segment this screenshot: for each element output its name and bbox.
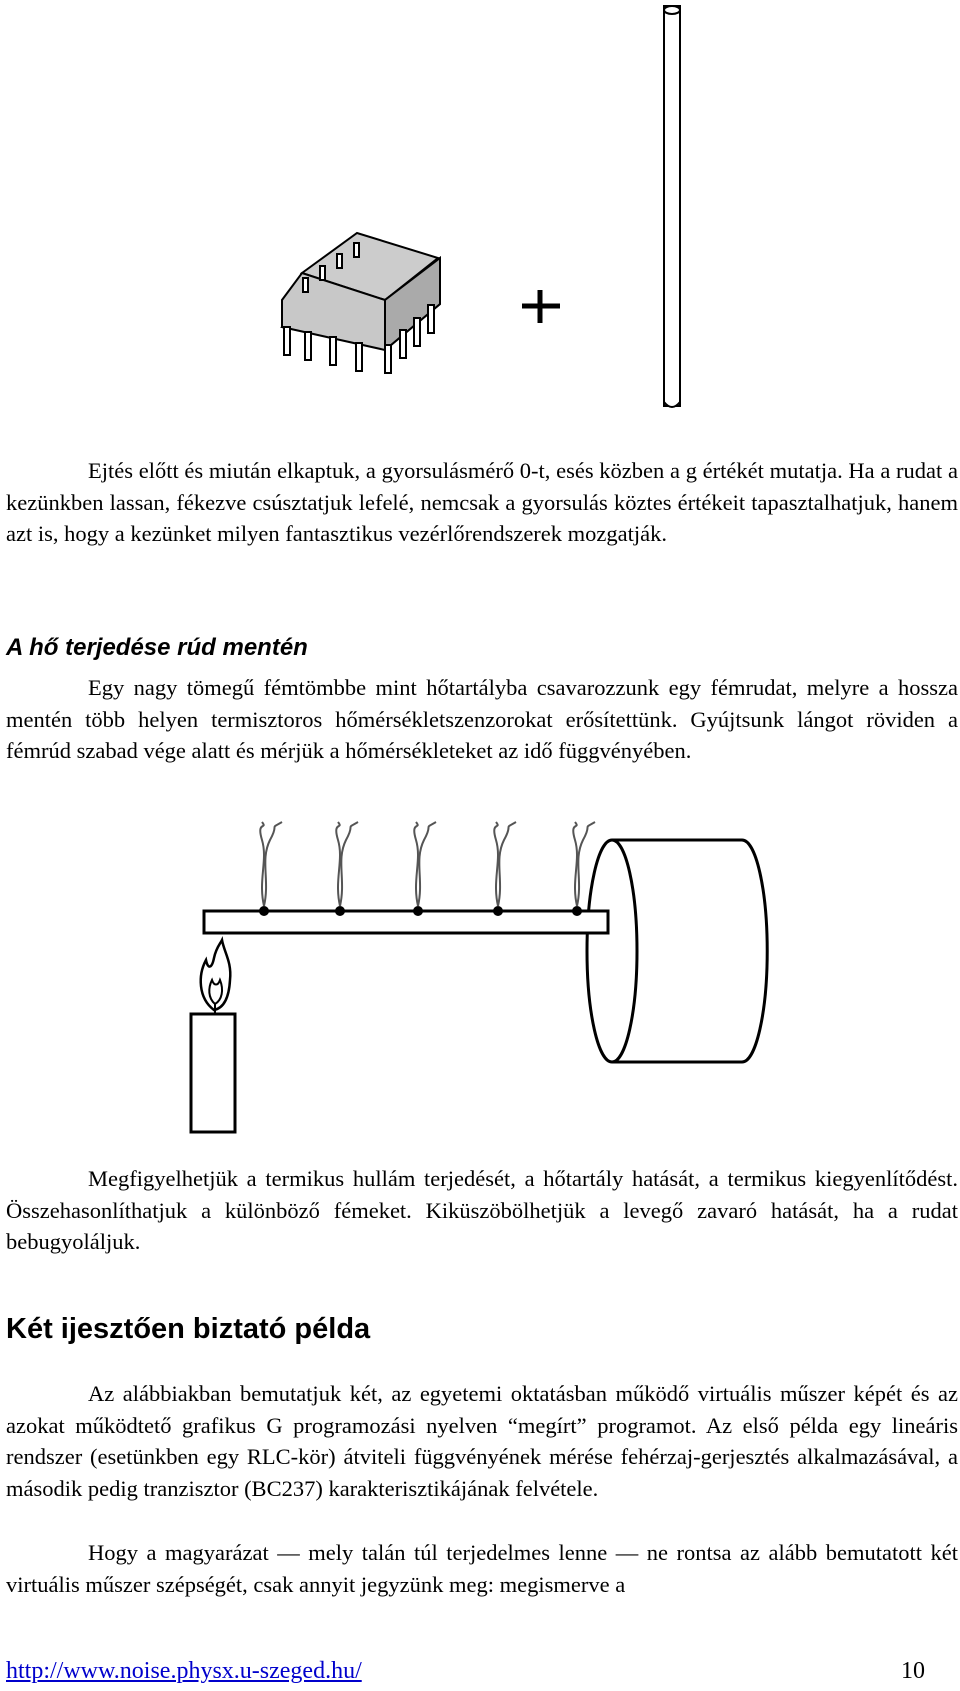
paragraph-examples-intro: Az alábbiakban bemutatjuk két, az egyetemi oktatásban működő virtuális műszer képét és az azokat működtető grafikus G programozási nyelven “megírt” programot. Az első példa egy lineáris rendszer (esetünkben egy RLC-kör) átviteli függvényének mérése fehérzaj-gerjesztés alkalmazásával, a második pedig tranzisztor (BC237) karakterisztikájának felvétele. xyxy=(6,1381,958,1501)
paragraph-observations: Megfigyelhetjük a termikus hullám terjedését, a hőtartály hatását, a termikus kiegyenlítődést. Összehasonlíthatjuk a különböző fémeket. Kiküszöbölhetjük a levegő zavaró hatását, ha a rudat bebugyoláljuk. xyxy=(6,1166,958,1254)
chip-and-rod-figure xyxy=(0,0,960,440)
paragraph-heat-setup: Egy nagy tömegű fémtömbbe mint hőtartályba csavarozzunk egy fémrudat, melyre a hossza mentén több helyen termisztoros hőmérsékletszenzorokat erősítettünk. Gyújtsunk lángot röviden a fémrúd szabad vége alatt és mérjük a hőmérsékleteket az idő függvényében. xyxy=(6,675,958,763)
page-number: 10 xyxy=(901,1658,925,1684)
paragraph-intro: Ejtés előtt és miután elkaptuk, a gyorsulásmérő 0-t, esés közben a g értékét mutatja. Ha a rudat a kezünkben lassan, fékezve csúsztatjuk lefelé, nemcsak a gyorsulás köztes értékeit tapasztalhatjuk, hanem azt is, hogy a kezünket milyen fantasztikus vezérlőrendszerek mozgatják. xyxy=(6,458,958,546)
paragraph-explanation: Hogy a magyarázat — mely talán túl terjedelmes lenne — ne rontsa az alább bemutatott két virtuális műszer szépségét, csak annyit jegyzünk meg: megismerve a xyxy=(6,1540,958,1597)
section-heading-heat: A hő terjedése rúd mentén xyxy=(6,634,308,661)
section-heading-examples: Két ijesztően biztató példa xyxy=(6,1313,371,1345)
footer-url-link[interactable]: http://www.noise.physx.u-szeged.hu/ xyxy=(6,1658,362,1684)
